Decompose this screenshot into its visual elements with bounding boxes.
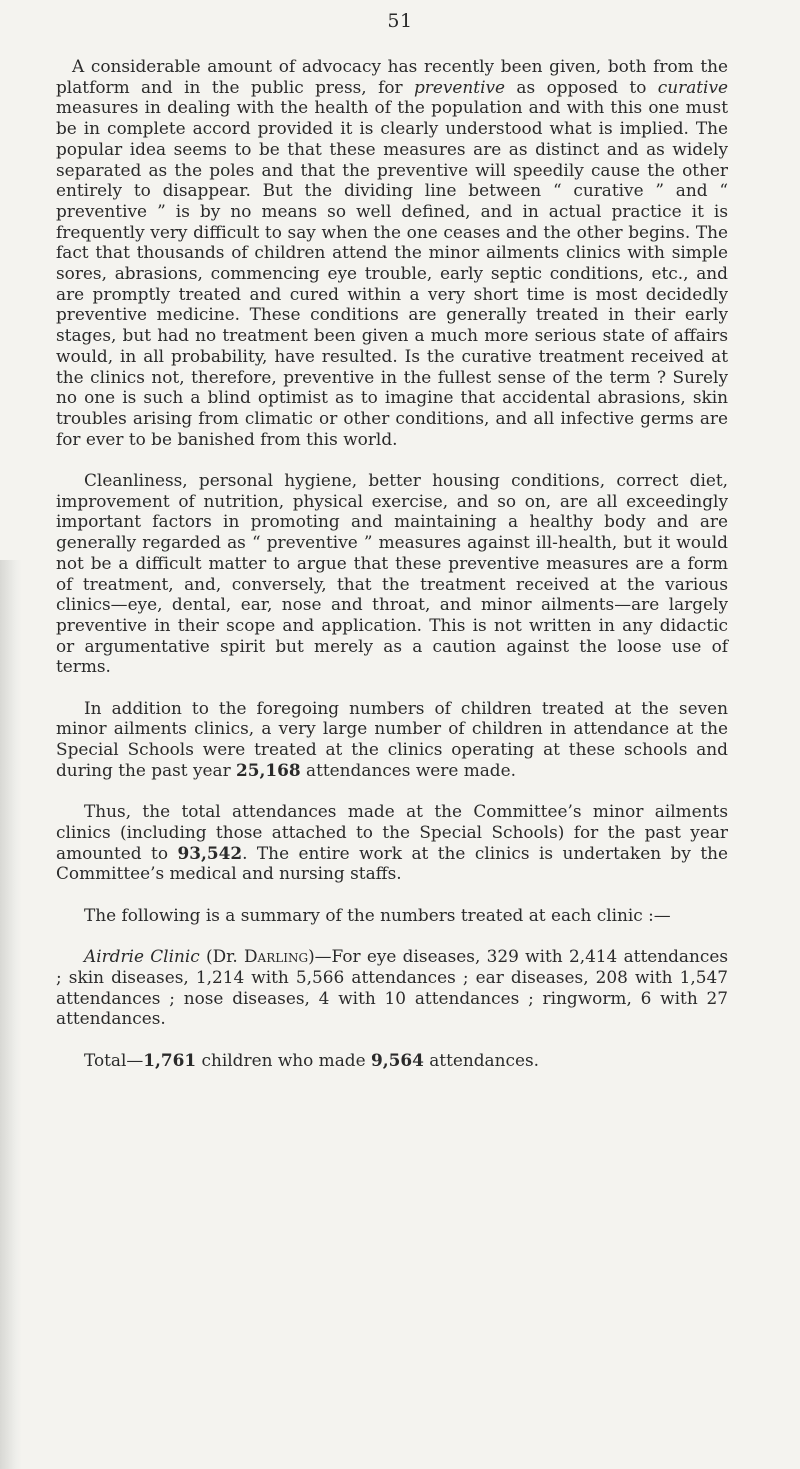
total-attendances-figure: 93,542: [177, 842, 243, 863]
text-run: attendances.: [423, 1049, 539, 1070]
page-number: 51: [387, 10, 413, 32]
attendances-total: 9,564: [370, 1049, 424, 1070]
paragraph-special-schools: [56, 698, 728, 781]
text-run: Total—: [84, 1049, 144, 1070]
paragraph-total-attendances: [56, 801, 728, 884]
paragraph-cleanliness: Cleanliness, personal hygiene, better housing conditions, correct diet, improvement of nutrition, physical exercise, and so on, are all exceedingly important factors in promoting and maintaining a healthy body and are generally regarded as “ preventive ” measures against ill-health, but it would not be a difficult matter to argue that these preventive measures are a form of treatment, and, conversely, that the treatment received at the various clinics—eye, dental, ear, nose and throat, and minor ailments—are largely preventive in their scope and application. This is not written in any didactic or argumentative spirit but merely as a caution against the loose use of terms.: [56, 470, 728, 677]
text-run: In addition to the foregoing numbers of children treated at the seven minor ailments clinics, a very large number of children in attendance at the Special Schools were treated at the clinics operating at these schools and during the past year: [56, 697, 728, 780]
special-schools-attendances: 25,168: [236, 759, 301, 780]
text-run: children who made: [196, 1049, 371, 1070]
text-run: attendances were made.: [300, 759, 516, 780]
clinic-name: Airdrie Clinic: [84, 946, 200, 967]
paragraph-airdrie-clinic: [56, 946, 728, 1029]
doctor-name: Darling: [244, 946, 309, 967]
children-total: 1,761: [143, 1049, 197, 1070]
page-edge-shadow: [0, 560, 22, 1469]
text-run: as opposed to: [505, 76, 658, 97]
text-run: (Dr.: [199, 946, 245, 967]
text-run: . The entire work at the clinics is undertaken by the Committee’s medical and nursing staffs.: [56, 842, 728, 884]
text-run: A considerable amount of advocacy has recently been given, both from the platform and in the public press, for: [56, 56, 728, 97]
emphasis-preventive: preventive: [413, 76, 506, 97]
emphasis-curative: curative: [657, 76, 728, 97]
paragraph-clinic-total: [56, 1050, 728, 1071]
text-run: measures in dealing with the health of the population and with this one must be in complete accord provided it is clearly understood what is implied. The popular idea seems to be that these measures are as distinct and as widely separated as the poles and that the preventive will speedily cause the other entirely to disappear. But the dividing line between “ curative ” and “ preventive ” is by no means so well defined, and in actual practice it is frequently very difficult to say when the one ceases and the other begins. The fact that thousands of children attend the minor ailments clinics with simple sores, abrasions, commencing eye trouble, early septic conditions, etc., and are promptly treated and cured within a very short time is most decidedly preventive medicine. These conditions are generally treated in their early stages, but had no treatment been given a much more serious state of affairs would, in all probability, have resulted. Is the curative treatment received at the clinics not, therefore, preventive in the fullest sense of the term ? Surely no one is such a blind optimist as to imagine that accidental abrasions, skin troubles arising from climatic or other conditions, and all infective germs are for ever to be banished from this world.: [56, 97, 728, 449]
text-run: Thus, the total attendances made at the Committee’s minor ailments clinics (including those attached to the Special Schools) for the past year amounted to: [56, 801, 728, 863]
paragraph-advocacy: [56, 56, 728, 449]
paragraph-summary-intro: The following is a summary of the numbers treated at each clinic :—: [84, 904, 671, 925]
text-run: )—For eye diseases, 329 with 2,414 attendances ; skin diseases, 1,214 with 5,566 attendances ; ear diseases, 208 with 1,547 attendances ; nose diseases, 4 with 10 attendances ; ringworm, 6 with 27 attendances.: [56, 946, 728, 1029]
page-body: [56, 56, 728, 1091]
